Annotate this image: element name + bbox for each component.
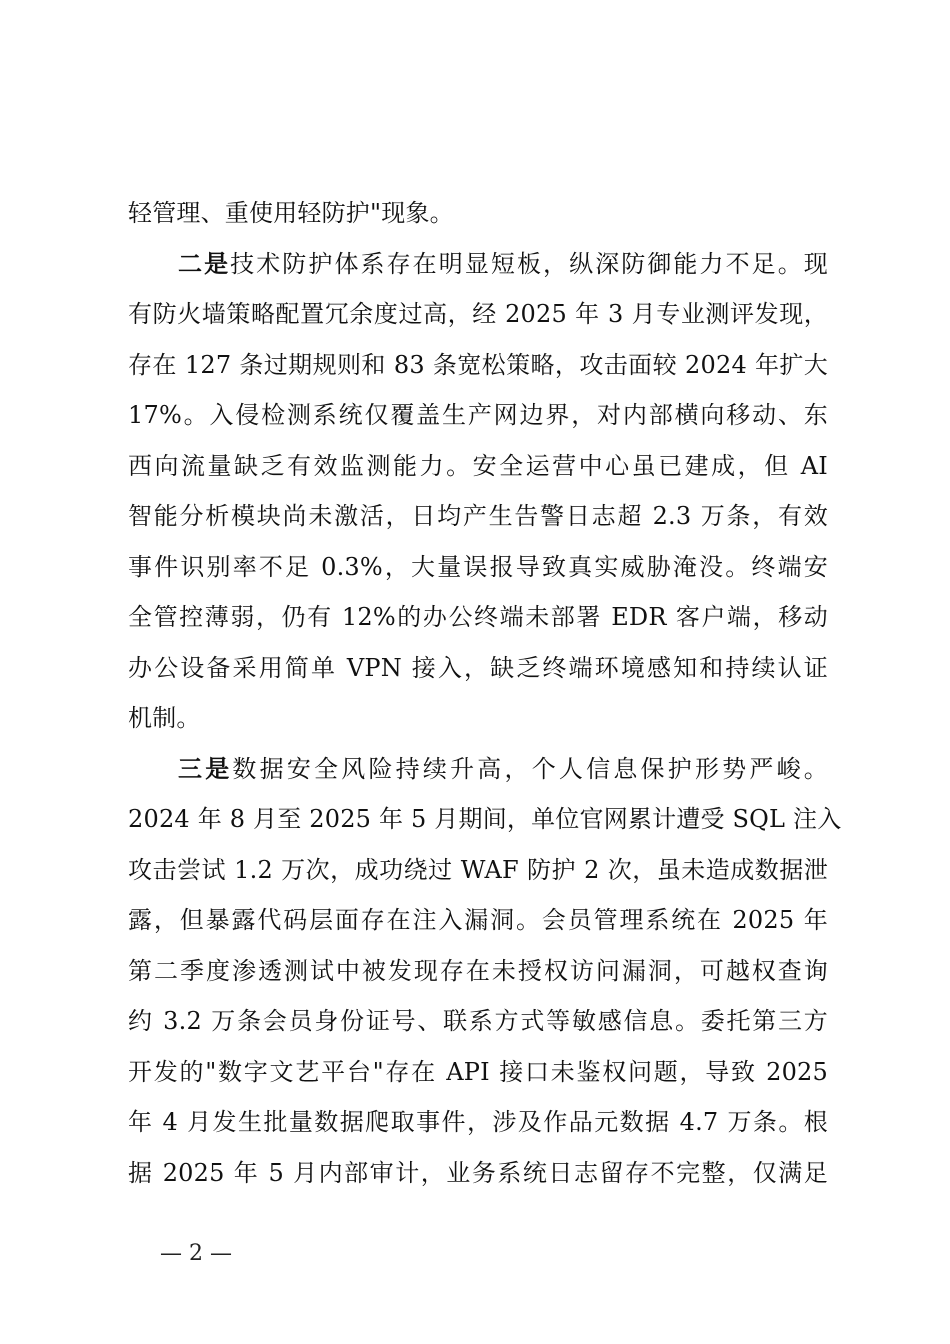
text-line: 有防火墙策略配置冗余度过高，经 2025 年 3 月专业测评发现，: [128, 300, 828, 328]
body-text: [128, 188, 842, 1198]
text-line: 智能分析模块尚未激活，日均产生告警日志超 2.3 万条，有效: [128, 502, 828, 530]
text-line: 17%。入侵检测系统仅覆盖生产网边界，对内部横向移动、东: [128, 401, 828, 429]
paragraph-two-first-line: 二是技术防护体系存在明显短板，纵深防御能力不足。现: [178, 248, 828, 278]
paragraph-lead-label: 三是: [178, 753, 233, 783]
page-number: — 2 —: [160, 1241, 232, 1266]
text-line: 存在 127 条过期规则和 83 条宽松策略，攻击面较 2024 年扩大: [128, 350, 828, 379]
text-line: 全管控薄弱，仍有 12%的办公终端未部署 EDR 客户端，移动: [128, 603, 828, 631]
text-line: 2024 年 8 月至 2025 年 5 月期间，单位官网累计遭受 SQL 注入: [128, 805, 842, 833]
text-line: 攻击尝试 1.2 万次，成功绕过 WAF 防护 2 次，虽未造成数据泄: [128, 855, 828, 884]
text-line: 约 3.2 万条会员身份证号、联系方式等敏感信息。委托第三方: [128, 1007, 828, 1035]
text-line: 据 2025 年 5 月内部审计，业务系统日志留存不完整，仅满足: [128, 1158, 828, 1187]
paragraph-lead-label: 二是: [178, 248, 231, 278]
text-line: 轻管理、重使用轻防护"现象。: [128, 199, 454, 227]
text-line: 年 4 月发生批量数据爬取事件，涉及作品元数据 4.7 万条。根: [128, 1108, 828, 1136]
text-line: 事件识别率不足 0.3%，大量误报导致真实威胁淹没。终端安: [128, 552, 828, 581]
paragraph-three-first-line: 三是数据安全风险持续升高，个人信息保护形势严峻。: [178, 753, 828, 783]
text-line: 西向流量缺乏有效监测能力。安全运营中心虽已建成，但 AI: [128, 451, 828, 480]
text-line: 开发的"数字文艺平台"存在 API 接口未鉴权问题，导致 2025: [128, 1057, 828, 1086]
text-line: 机制。: [128, 704, 201, 732]
text-line: 露，但暴露代码层面存在注入漏洞。会员管理系统在 2025 年: [128, 906, 828, 934]
text-line: 办公设备采用简单 VPN 接入，缺乏终端环境感知和持续认证: [128, 653, 828, 682]
text-line: 第二季度渗透测试中被发现存在未授权访问漏洞，可越权查询: [128, 956, 828, 985]
